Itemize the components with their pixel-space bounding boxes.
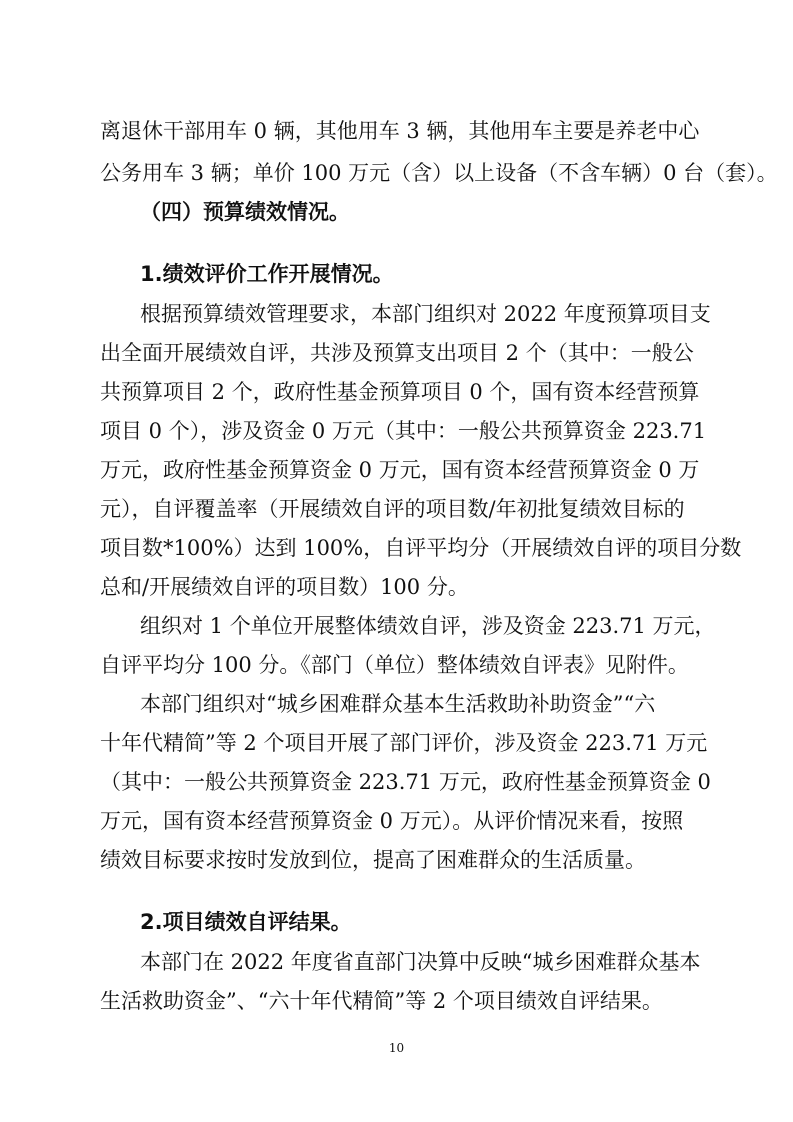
paragraph-line: （其中：一般公共预算资金 223.71 万元，政府性基金预算资金 0	[100, 770, 711, 794]
paragraph-line: 绩效目标要求按时发放到位，提高了困难群众的生活质量。	[100, 848, 646, 872]
paragraph-line: 生活救助资金”、“六十年代精简”等 2 个项目绩效自评结果。	[100, 989, 663, 1013]
paragraph-line: 自评平均分 100 分。《部门（单位）整体绩效自评表》见附件。	[100, 653, 689, 677]
paragraph-line: 万元，国有资本经营预算资金 0 万元）。从评价情况来看，按照	[100, 809, 684, 833]
paragraph-line: 离退休干部用车 0 辆，其他用车 3 辆，其他用车主要是养老中心	[100, 119, 700, 143]
paragraph-line: 总和/开展绩效自评的项目数）100 分。	[100, 575, 469, 599]
paragraph-line: 十年代精简”等 2 个项目开展了部门评价，涉及资金 223.71 万元	[100, 731, 708, 755]
paragraph-line: 项目 0 个），涉及资金 0 万元（其中：一般公共预算资金 223.71	[100, 419, 707, 443]
paragraph-line: 本部门在 2022 年度省直部门决算中反映“城乡困难群众基本	[140, 950, 701, 974]
paragraph-line: 项目数*100%）达到 100%，自评平均分（开展绩效自评的项目分数	[100, 536, 742, 560]
subsection-heading: 2.项目绩效自评结果。	[140, 910, 352, 934]
paragraph-line: 元），自评覆盖率（开展绩效自评的项目数/年初批复绩效目标的	[100, 497, 685, 521]
subsection-heading: 1.绩效评价工作开展情况。	[140, 262, 394, 286]
paragraph-line: 共预算项目 2 个，政府性基金预算项目 0 个，国有资本经营预算	[100, 380, 700, 404]
paragraph-line: 根据预算绩效管理要求，本部门组织对 2022 年度预算项目支	[140, 302, 711, 326]
section-heading: （四）预算绩效情况。	[140, 200, 350, 224]
page-number: 10	[388, 1041, 405, 1055]
paragraph-line: 万元，政府性基金预算资金 0 万元，国有资本经营预算资金 0 万	[100, 458, 700, 482]
paragraph-line: 组织对 1 个单位开展整体绩效自评，涉及资金 223.71 万元，	[140, 614, 716, 638]
paragraph-line: 公务用车 3 辆；单价 100 万元（含）以上设备（不含车辆）0 台（套）。	[100, 161, 778, 185]
paragraph-line: 出全面开展绩效自评，共涉及预算支出项目 2 个（其中：一般公	[100, 341, 694, 365]
paragraph-line: 本部门组织对“城乡困难群众基本生活救助补助资金”“六	[140, 692, 656, 716]
